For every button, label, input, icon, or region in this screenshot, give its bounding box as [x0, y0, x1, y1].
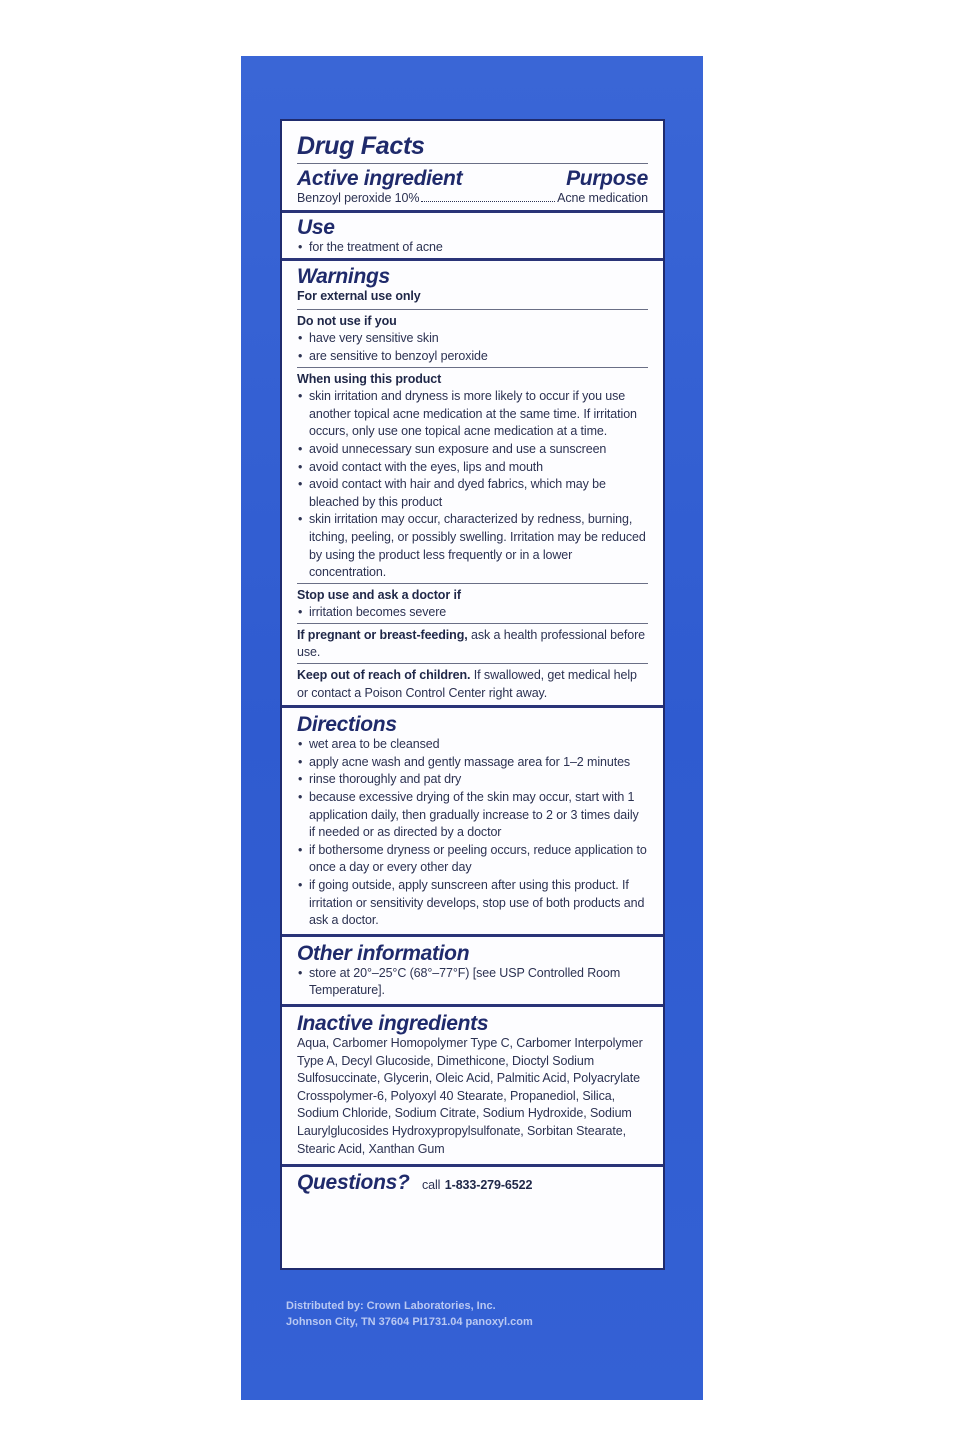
list-item: • wet area to be cleansed [297, 736, 648, 754]
active-ingredient-section [282, 121, 663, 213]
list-item: • if bothersome dryness or peeling occurs, reduce application to once a day or every other day [297, 842, 648, 877]
active-ingredient-header [297, 168, 648, 190]
list-item: • avoid contact with the eyes, lips and mouth [297, 459, 648, 477]
do-not-use-block [297, 310, 648, 368]
distributor-line-1: Distributed by: Crown Laboratories, Inc. [286, 1300, 496, 1312]
children-bold: Keep out of reach of children. [297, 668, 471, 683]
purpose-heading: Purpose [566, 167, 648, 190]
stop-use-block [297, 584, 648, 624]
stop-use-list [297, 604, 648, 622]
pregnant-text: ask a health professional before use. [297, 627, 646, 660]
list-item: • apply acne wash and gently massage area for 1–2 minutes [297, 754, 648, 772]
questions-heading: Questions? [297, 1171, 410, 1195]
directions-section [282, 708, 663, 937]
do-not-use-list [297, 330, 648, 365]
list-item: • if going outside, apply sunscreen after using this product. If irritation or sensitivity develops, stop use of both products and ask a doctor. [297, 877, 648, 930]
list-item: • because excessive drying of the skin may occur, start with 1 application daily, then gradually increase to 2 or 3 times daily if needed or as directed by a doctor [297, 789, 648, 842]
drug-facts-panel [280, 119, 665, 1270]
list-item: • for the treatment of acne [297, 239, 648, 257]
when-using-block [297, 368, 648, 584]
stop-use-heading: Stop use and ask a doctor if [297, 587, 461, 602]
list-item: • skin irritation and dryness is more likely to occur if you use another topical acne medication at the same time. If irritation occurs, only use one topical acne medication at a time. [297, 388, 648, 441]
other-information-section [282, 937, 663, 1007]
use-list [297, 239, 648, 257]
warnings-heading: Warnings [297, 265, 390, 289]
inactive-ingredients-text: Aqua, Carbomer Homopolymer Type C, Carbomer Interpolymer Type A, Decyl Glucoside, Dimethicone, Dioctyl Sodium Sulfosuccinate, Glycerin, Oleic Acid, Palmitic Acid, Polyacrylate Crosspolymer-6, Polyoxyl 40 Stearate, Propanediol, Silica, Sodium Chloride, Sodium Citrate, Sodium Hydroxide, Sodium Laurylglucosides Hydroxypropylsulfonate, Sorbitan Stearate, Stearic Acid, Xanthan Gum [297, 1035, 643, 1156]
list-item: • rinse thoroughly and pat dry [297, 771, 648, 789]
active-ingredient-heading: Active ingredient [297, 167, 463, 190]
list-item: • irritation becomes severe [297, 604, 648, 622]
list-item: • avoid unnecessary sun exposure and use a sunscreen [297, 441, 648, 459]
use-heading: Use [297, 215, 335, 239]
distributor-info [286, 1298, 666, 1330]
pregnant-bold: If pregnant or breast-feeding, [297, 627, 468, 642]
list-item: • are sensitive to benzoyl peroxide [297, 348, 648, 366]
leader-dots [421, 201, 555, 202]
directions-heading: Directions [297, 713, 397, 737]
other-information-heading: Other information [297, 941, 470, 965]
do-not-use-heading: Do not use if you [297, 313, 397, 328]
questions-section [282, 1167, 663, 1199]
drug-facts-title: Drug Facts [297, 131, 648, 164]
when-using-heading: When using this product [297, 371, 442, 386]
directions-list [297, 736, 648, 930]
other-information-list [297, 965, 648, 1000]
questions-call-text: call [421, 1178, 441, 1193]
warnings-section [282, 261, 663, 708]
active-ingredient-row [297, 190, 648, 208]
pregnant-block [297, 624, 648, 664]
active-ingredient-purpose: Acne medication [557, 191, 648, 205]
questions-phone: 1-833-279-6522 [444, 1178, 533, 1193]
external-use-text: For external use only [297, 288, 648, 310]
inactive-ingredients-section [282, 1007, 663, 1167]
when-using-list [297, 388, 648, 582]
inactive-ingredients-heading: Inactive ingredients [297, 1011, 489, 1035]
list-item: • have very sensitive skin [297, 330, 648, 348]
use-section [282, 213, 663, 262]
distributor-line-2: Johnson City, TN 37604 PI1731.04 panoxyl.com [286, 1316, 533, 1328]
active-ingredient-name: Benzoyl peroxide 10% [297, 191, 420, 205]
list-item: • avoid contact with hair and dyed fabrics, which may be bleached by this product [297, 476, 648, 511]
list-item: • skin irritation may occur, characterized by redness, burning, itching, peeling, or possibly swelling. Irritation may be reduced by using the product less frequently or in a lower concentration. [297, 511, 648, 581]
children-text: If swallowed, get medical help or contact a Poison Control Center right away. [297, 668, 637, 700]
list-item: • store at 20°–25°C (68°–77°F) [see USP Controlled Room Temperature]. [297, 965, 648, 1000]
children-block [297, 664, 648, 703]
